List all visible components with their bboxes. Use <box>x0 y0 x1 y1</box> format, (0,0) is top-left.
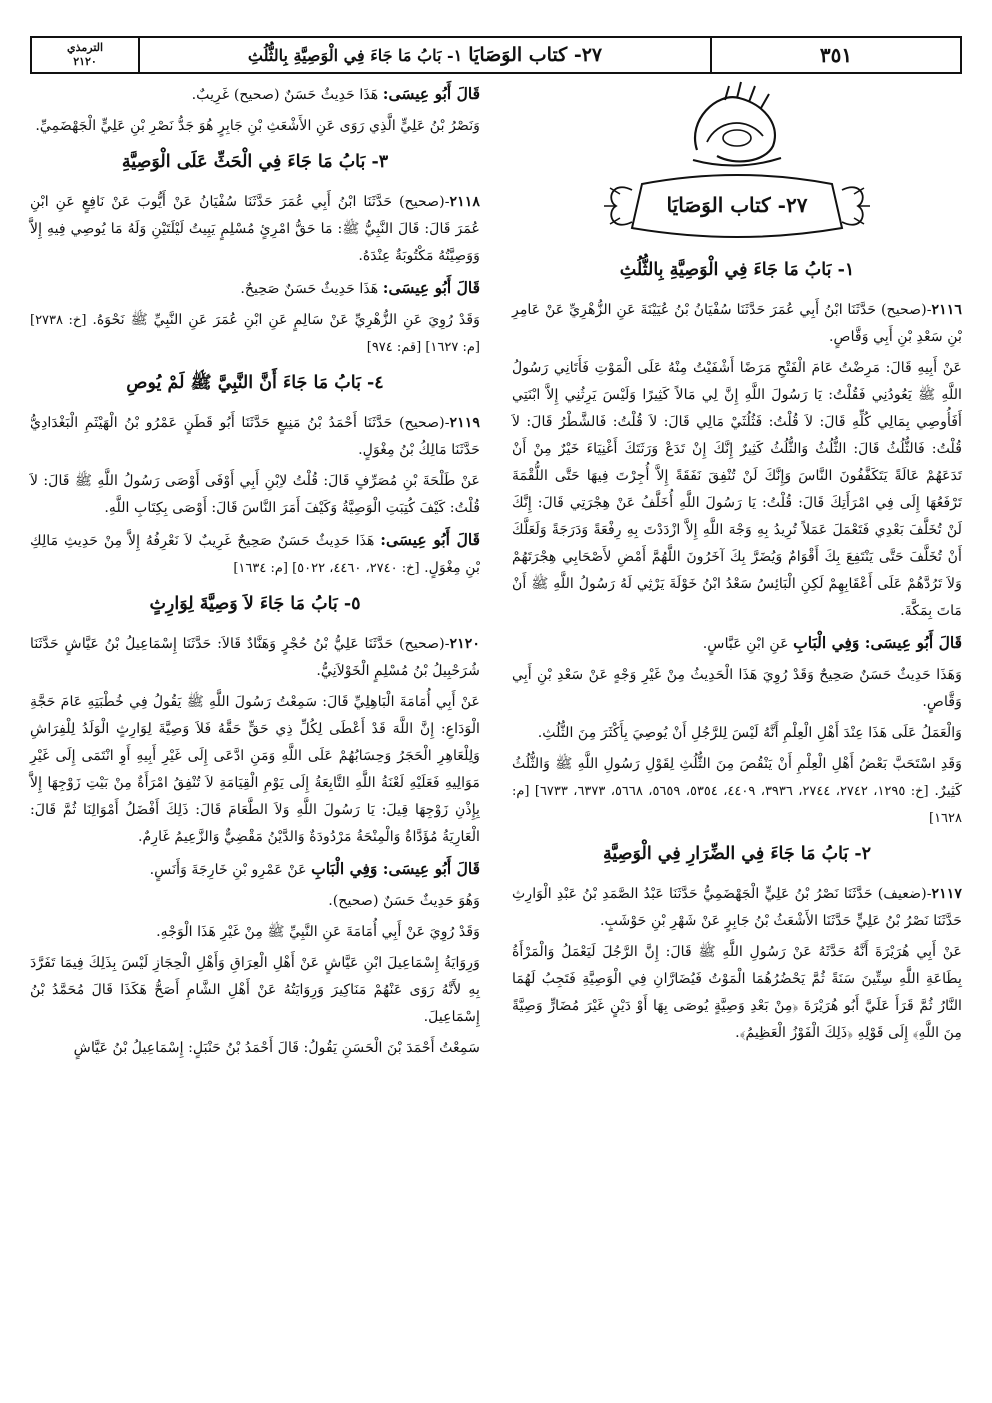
commentary-paragraph: وَنَصْرُ بْنُ عَلِيٍّ الَّذِي رَوَى عَنِ الأَشْعَثِ بْنِ جَابِرٍ هُوَ جَدُّ نَصْرِ بْنِ عَلِيٍّ الْجَهْضَمِيِّ. <box>35 118 480 134</box>
commentary-paragraph: سَمِعْتُ أَحْمَدَ بْنَ الْحَسَنِ يَقُولُ: قَالَ أَحْمَدُ بْنُ حَنْبَلٍ: إِسْمَاعِيلُ بْنُ عَيَّاشٍ <box>73 1040 480 1056</box>
header-chapter-label: ١- بَابُ مَا جَاءَ فِي الْوَصِيَّةِ بِالثُّلُثِ <box>247 45 463 65</box>
hadith-2120-text: عَنْ أَبِي أُمَامَةَ الْبَاهِلِيِّ قَالَ: سَمِعْتُ رَسُولَ اللَّهِ ﷺ يَقُولُ فِي خُطْبَتِهِ عَامَ حَجَّةِ الْوَدَاعِ: إِنَّ اللَّهَ قَدْ أَعْطَى لِكُلِّ ذِي حَقٍّ حَقَّهُ فَلاَ وَصِيَّةَ لِوَارِثٍ الْوَلَدُ لِلْفِرَاشِ وَلِلْعَاهِرِ الْحَجَرُ وَحِسَابُهُمْ عَلَى اللَّهِ وَمَنِ ادَّعَى إِلَى غَيْرِ أَبِيهِ أَوِ انْتَمَى إِلَى غَيْرِ مَوَالِيهِ فَعَلَيْهِ لَعْنَةُ اللَّهِ التَّابِعَةُ إِلَى يَوْمِ الْقِيَامَةِ لاَ تُنْفِقُ امْرَأَةٌ مِنْ بَيْتِ زَوْجِهَا إِلاَّ بِإِذْنِ زَوْجِهَا قِيلَ: يَا رَسُولَ اللَّهِ وَلاَ الطَّعَامَ قَالَ: ذَلِكَ أَفْضَلُ أَمْوَالِنَا ثُمَّ قَالَ: الْعَارِيَةُ مُؤَدَّاةٌ وَالْمِنْحَةُ مَرْدُودَةٌ وَالدَّيْنُ مَقْضِيٌّ وَالزَّعِيمُ غَارِمٌ. <box>30 694 480 845</box>
commentary-paragraph: وَقَدْ رُوِيَ عَنْ أَبِي أُمَامَةَ عَنِ النَّبِيِّ ﷺ مِنْ غَيْرِ هَذَا الْوَجْهِ. <box>156 924 480 940</box>
commentary-paragraph: وَهَذَا حَدِيثٌ حَسَنٌ صَحِيحٌ وَقَدْ رُوِيَ هَذَا الْحَدِيثُ مِنْ غَيْرِ وَجْهٍ عَنْ سَعْدِ بْنِ أَبِي وَقَّاصٍ. <box>512 667 962 710</box>
commentary-text: وَقَدْ رُوِيَ عَنِ الزُّهْرِيِّ عَنْ سَالِمٍ عَنِ ابْنِ عُمَرَ عَنِ النَّبِيِّ ﷺ نَحْوَهُ. <box>92 312 480 328</box>
abu-isa-comment <box>30 80 480 109</box>
header-title <box>138 38 710 72</box>
book-title: ٢٧- كتاب الوَصَايَا <box>666 193 808 217</box>
abu-isa-comment <box>30 855 480 884</box>
hadith-number: ٢١١٨ <box>449 194 480 210</box>
hadith-text: -(صحيح) حَدَّثَنَا ابْنُ أَبِي عُمَرَ حَدَّثَنَا سُفْيَانُ عَنْ أَيُّوبَ عَنْ نَافِعٍ عَنِ ابْنِ عُمَرَ قَالَ: قَالَ النَّبِيُّ ﷺ: مَا حَقُّ امْرِئٍ مُسْلِمٍ يَبِيتُ لَيْلَتَيْنِ وَلَهُ مَا يُوصِي فِيهِ إِلاَّ وَوَصِيَّتُهُ مَكْتُوبَةٌ عِنْدَهُ. <box>30 194 480 264</box>
hadith-number: ٢١٢٠ <box>449 636 480 652</box>
book-title-banner <box>602 170 872 242</box>
abu-isa-label: قَالَ أَبُو عِيسَى: وَفِي الْبَابِ <box>311 859 480 878</box>
chapter-2-heading: ٢- بَابُ مَا جَاءَ فِي الضِّرَارِ فِي الْوَصِيَّةِ <box>602 844 872 864</box>
header-book-label: ٢٧- كتاب الوَصَايَا <box>468 44 603 66</box>
comment-text: هَذَا حَدِيثٌ حَسَنٌ (صحيح) غَرِيبٌ. <box>191 87 383 103</box>
commentary-text: وَقَدِ اسْتَحَبَّ بَعْضُ أَهْلِ الْعِلْمِ أَنْ يَنْقُصَ مِنَ الثُّلُثِ لِقَوْلِ رَسُولِ اللَّهِ ﷺ وَالثُّلُثُ كَثِيرٌ. <box>512 756 963 799</box>
header-ref-book: الترمذي <box>66 41 104 54</box>
chapter-3-heading: ٣- بَابُ مَا جَاءَ فِي الْحَثِّ عَلَى الْوَصِيَّةِ <box>121 152 389 172</box>
abu-isa-label: قَالَ أَبُو عِيسَى: <box>382 278 480 297</box>
right-column <box>512 80 962 1051</box>
commentary-paragraph <box>512 751 962 832</box>
hadith-2120-intro <box>30 631 480 685</box>
comment-text: هَذَا حَدِيثٌ حَسَنٌ صَحِيحٌ. <box>240 281 383 297</box>
bismillah-seal-icon <box>677 80 797 168</box>
page <box>30 26 962 1376</box>
commentary-paragraph <box>30 307 480 361</box>
source-reference: [خ: ٢٧٣٨] [م: ١٦٢٧] [قم: ٩٧٤] <box>30 313 480 355</box>
hadith-2117-text: عَنْ أَبِي هُرَيْرَةَ أَنَّهُ حَدَّثَهُ عَنْ رَسُولِ اللَّهِ ﷺ قَالَ: إِنَّ الرَّجُلَ لَيَعْمَلُ وَالْمَرْأَةُ بِطَاعَةِ اللَّهِ سِتِّينَ سَنَةً ثُمَّ يَحْضُرُهُمَا الْمَوْتُ فَيُضَارَّانِ فِي الْوَصِيَّةِ فَتَجِبُ لَهُمَا النَّارُ ثُمَّ قَرَأَ عَلَيَّ أَبُو هُرَيْرَةَ ﴿مِنْ بَعْدِ وَصِيَّةٍ يُوصَى بِهَا أَوْ دَيْنٍ غَيْرَ مُضَارٍّ وَصِيَّةً مِنَ اللَّهِ﴾ إِلَى قَوْلِهِ ﴿ذَلِكَ الْفَوْزُ الْعَظِيمُ﴾. <box>512 944 962 1041</box>
hadith-isnad: -(ضعيف) حَدَّثَنَا نَصْرُ بْنُ عَلِيٍّ الْجَهْضَمِيُّ حَدَّثَنَا عَبْدُ الصَّمَدِ بْنُ عَبْدِ الْوَارِثِ حَدَّثَنَا نَصْرُ بْنُ عَلِيٍّ حَدَّثَنَا الأَشْعَثُ بْنُ جَابِرٍ عَنْ شَهْرِ بْنِ حَوْشَبٍ. <box>512 886 962 929</box>
hadith-number: ٢١١٧ <box>931 886 962 902</box>
hadith-isnad: -(صحيح) حَدَّثَنَا عَلِيُّ بْنُ حُجْرٍ وَهَنَّادٌ قَالاَ: حَدَّثَنَا إِسْمَاعِيلُ بْنُ عَيَّاشٍ حَدَّثَنَا شُرَحْبِيلُ بْنُ مُسْلِمٍ الْخَوْلاَنِيُّ. <box>30 636 480 679</box>
header-ref-number: ٢١٢٠ <box>73 55 97 68</box>
comment-text: عَنِ ابْنِ عَبَّاسٍ. <box>702 636 794 652</box>
hadith-2119-intro <box>30 410 480 464</box>
abu-isa-comment <box>30 526 480 582</box>
commentary-paragraph: وَالْعَمَلُ عَلَى هَذَا عِنْدَ أَهْلِ الْعِلْمِ أَنَّهُ لَيْسَ لِلرَّجُلِ أَنْ يُوصِيَ بِأَكْثَرَ مِنَ الثُّلُثِ. <box>537 725 962 741</box>
commentary-paragraph: وَرِوَايَةُ إِسْمَاعِيلَ ابْنِ عَيَّاشٍ عَنْ أَهْلِ الْعِرَاقِ وَأَهْلِ الْحِجَازِ لَيْسَ بِذَلِكَ فِيمَا تَفَرَّدَ بِهِ لأَنَّهُ رَوَى عَنْهُمْ مَنَاكِيرَ وَرِوَايَتُهُ عَنْ أَهْلِ الشَّامِ أَصَحُّ هَكَذَا قَالَ مُحَمَّدُ بْنُ إِسْمَاعِيلَ. <box>30 955 480 1025</box>
hadith-2116-text: عَنْ أَبِيهِ قَالَ: مَرِضْتُ عَامَ الْفَتْحِ مَرَضًا أَشْفَيْتُ مِنْهُ عَلَى الْمَوْتِ فَأَتَانِي رَسُولُ اللَّهِ ﷺ يَعُودُنِي فَقُلْتُ: يَا رَسُولَ اللَّهِ إِنَّ لِي مَالاً كَثِيرًا وَلَيْسَ يَرِثُنِي إِلاَّ ابْنَتِي أَفَأُوصِي بِمَالِي كُلِّهِ قَالَ: لاَ قُلْتُ: فَثُلُثَيْ مَالِي قَالَ: لاَ قُلْتُ: فَالشَّطْرُ قَالَ: لاَ قُلْتُ: فَالثُّلُثُ قَالَ: الثُّلُثُ وَالثُّلُثُ كَثِيرٌ إِنَّكَ إِنْ تَدَعْ وَرَثَتَكَ أَغْنِيَاءَ خَيْرٌ مِنْ أَنْ تَدَعَهُمْ عَالَةً يَتَكَفَّفُونَ النَّاسَ وَإِنَّكَ لَنْ تُنْفِقَ نَفَقَةً إِلاَّ أُجِرْتَ فِيهَا حَتَّى اللُّقْمَةَ تَرْفَعُهَا إِلَى فِي امْرَأَتِكَ قَالَ: قُلْتُ: يَا رَسُولَ اللَّهِ أُخَلَّفُ عَنْ هِجْرَتِي قَالَ: إِنَّكَ لَنْ تُخَلَّفَ بَعْدِي فَتَعْمَلَ عَمَلاً تُرِيدُ بِهِ وَجْهَ اللَّهِ إِلاَّ ازْدَدْتَ بِهِ رِفْعَةً وَدَرَجَةً وَلَعَلَّكَ أَنْ تُخَلَّفَ حَتَّى يَنْتَفِعَ بِكَ أَقْوَامٌ وَيُضَرَّ بِكَ آخَرُونَ اللَّهُمَّ أَمْضِ لأَصْحَابِي هِجْرَتَهُمْ وَلاَ تَرُدَّهُمْ عَلَى أَعْقَابِهِمْ لَكِنِ الْبَائِسُ سَعْدُ ابْنُ خَوْلَةَ يَرْثِي لَهُ رَسُولُ اللَّهِ ﷺ أَنْ مَاتَ بِمَكَّةَ. <box>512 360 962 619</box>
hadith-2117-intro <box>512 881 962 935</box>
hadith-isnad: -(صحيح) حَدَّثَنَا ابْنُ أَبِي عُمَرَ حَدَّثَنَا سُفْيَانُ بْنُ عُيَيْنَةَ عَنِ الزُّهْرِيِّ عَنْ عَامِرِ بْنِ سَعْدِ بْنِ أَبِي وَقَّاصٍ. <box>512 302 962 345</box>
hadith-isnad: -(صحيح) حَدَّثَنَا أَحْمَدُ بْنُ مَنِيعٍ حَدَّثَنَا أَبُو قَطَنٍ عَمْرُو بْنُ الْهَيْثَمِ الْبَغْدَادِيُّ حَدَّثَنَا مَالِكُ بْنُ مِغْوَلٍ. <box>30 415 480 458</box>
page-number: ٣٥١ <box>710 38 960 72</box>
comment-text: هَذَا حَدِيثٌ حَسَنٌ صَحِيحٌ غَرِيبٌ لاَ نَعْرِفُهُ إِلاَّ مِنْ حَدِيثِ مَالِكِ بْنِ مِغْوَلٍ. <box>30 533 480 576</box>
hadith-2119-text: عَنْ طَلْحَةَ بْنِ مُصَرِّفٍ قَالَ: قُلْتُ لاِبْنِ أَبِي أَوْفَى أَوْصَى رَسُولُ اللَّهِ ﷺ قَالَ: لاَ قُلْتُ: كَيْفَ كُتِبَتِ الْوَصِيَّةُ وَكَيْفَ أَمَرَ النَّاسَ قَالَ: أَوْصَى بِكِتَابِ اللَّهِ. <box>30 473 480 516</box>
abu-isa-comment <box>30 274 480 303</box>
abu-isa-comment <box>512 629 962 658</box>
hadith-number: ٢١١٩ <box>449 415 480 431</box>
chapter-1-heading: ١- بَابُ مَا جَاءَ فِي الْوَصِيَّةِ بِالثُّلُثِ <box>619 260 855 280</box>
chapter-5-heading: ٥- بَابُ مَا جَاءَ لاَ وَصِيَّةَ لِوَارِثٍ <box>149 594 361 614</box>
hadith-2118 <box>30 189 480 270</box>
abu-isa-label: قَالَ أَبُو عِيسَى: وَفِي الْبَابِ <box>793 633 962 652</box>
source-reference: [خ: ٢٧٤٠، ٤٤٦٠، ٥٠٢٢] [م: ١٦٣٤] <box>233 561 420 576</box>
chapter-4-heading: ٤- بَابُ مَا جَاءَ أَنَّ النَّبِيَّ ﷺ لَمْ يُوصِ <box>126 373 384 393</box>
abu-isa-label: قَالَ أَبُو عِيسَى: <box>380 530 480 549</box>
left-column <box>30 80 480 1066</box>
header-reference <box>32 38 138 72</box>
hadith-number: ٢١١٦ <box>931 302 962 318</box>
hadith-2116-intro <box>512 297 962 351</box>
running-header <box>30 36 962 74</box>
source-reference: [خ: ١٢٩٥، ٢٧٤٢، ٢٧٤٤، ٣٩٣٦، ٤٤٠٩، ٥٣٥٤، ٥٦٥٩، ٥٦٦٨، ٦٣٧٣، ٦٧٣٣] [م: ١٦٢٨] <box>512 784 962 826</box>
abu-isa-label: قَالَ أَبُو عِيسَى: <box>382 84 480 103</box>
commentary-paragraph: وَهُوَ حَدِيثٌ حَسَنٌ (صحيح). <box>328 893 480 909</box>
comment-text: عَنْ عَمْرِو بْنِ خَارِجَةَ وَأَنَسٍ. <box>149 862 312 878</box>
